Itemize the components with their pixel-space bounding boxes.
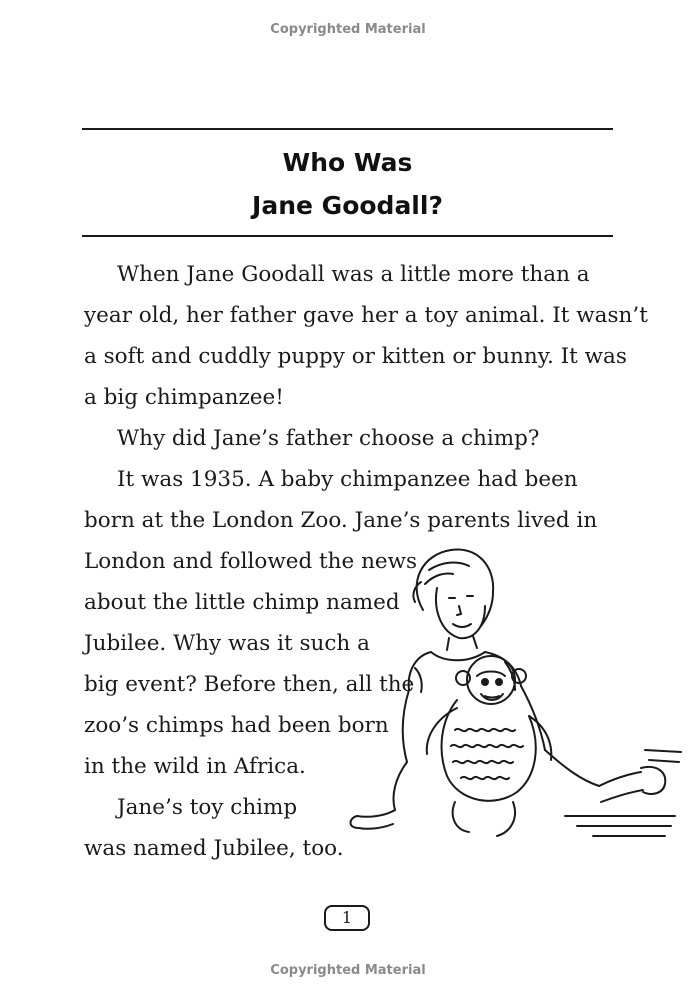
chapter-title-line-1: Who Was bbox=[282, 148, 413, 177]
page-number: 1 bbox=[324, 905, 370, 931]
paragraph-line: When Jane Goodall was a little more than a bbox=[117, 262, 590, 287]
paragraph-line: about the little chimp named bbox=[84, 590, 400, 615]
paragraph-line: in the wild in Africa. bbox=[84, 754, 306, 779]
paragraph-line: Jane’s toy chimp bbox=[117, 795, 298, 820]
paragraph-line: Why did Jane’s father choose a chimp? bbox=[117, 426, 540, 451]
paragraph-line: London and followed the news bbox=[84, 549, 418, 574]
copyright-watermark-bottom: Copyrighted Material bbox=[270, 963, 426, 978]
paragraph-line: It was 1935. A baby chimpanzee had been bbox=[117, 467, 578, 492]
paragraph-line: born at the London Zoo. Jane’s parents lived in bbox=[84, 508, 598, 533]
paragraph-line: zoo’s chimps had been born bbox=[84, 713, 389, 738]
paragraph-line: big event? Before then, all the bbox=[84, 672, 415, 697]
paragraph-line: a big chimpanzee! bbox=[84, 385, 284, 410]
chapter-rule-bottom bbox=[82, 235, 613, 237]
girl-with-toy-chimp-illustration bbox=[345, 540, 685, 865]
chapter-title-line-2: Jane Goodall? bbox=[252, 191, 443, 220]
copyright-watermark-top: Copyrighted Material bbox=[270, 22, 426, 37]
chapter-rule-top bbox=[82, 128, 613, 130]
paragraph-line: a soft and cuddly puppy or kitten or bunny. It was bbox=[84, 344, 627, 369]
paragraph-line: Jubilee. Why was it such a bbox=[84, 631, 370, 656]
paragraph-line: year old, her father gave her a toy animal. It wasn’t bbox=[84, 303, 648, 328]
paragraph-line: was named Jubilee, too. bbox=[84, 836, 344, 861]
